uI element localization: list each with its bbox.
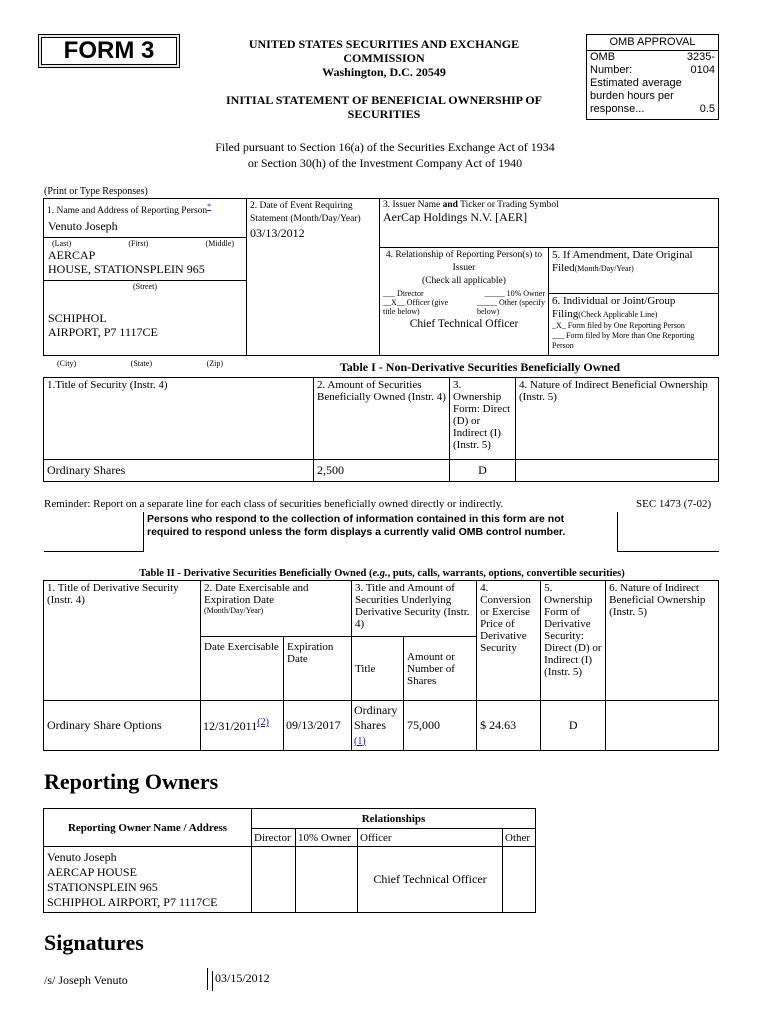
date-exercisable-footnote-link[interactable]: (2) — [257, 717, 269, 728]
reporting-owners-heading: Reporting Owners — [44, 769, 219, 794]
box6-label: 6. Individual or Joint/Group Filing — [552, 295, 676, 320]
city-label: (City) — [57, 359, 77, 368]
owner-ten-pct-cell — [296, 847, 358, 913]
underlying-footnote-link[interactable]: (1) — [354, 735, 366, 747]
city-line1: SCHIPHOL — [48, 311, 107, 326]
reporting-owners-table — [43, 808, 536, 913]
table1-header-title: 1.Title of Security (Instr. 4) — [44, 378, 314, 460]
owner-line2: AERCAP HOUSE — [47, 864, 137, 879]
table2-header-conversion: 4. Conversion or Exercise Price of Derivative Security — [477, 581, 541, 701]
security-form: D — [450, 460, 516, 482]
omb-number-label: OMB Number: — [590, 51, 633, 76]
table2-header-amount: Amount or Number of Shares — [404, 637, 477, 701]
sec-code: SEC 1473 (7-02) — [636, 498, 712, 510]
city-state-zip-labels — [43, 356, 247, 368]
box6-filing — [548, 293, 719, 356]
box5-sub: (Month/Day/Year) — [574, 264, 634, 273]
filed-line2: or Section 30(h) of the Investment Company Act of 1940 — [247, 156, 523, 170]
last-label: (Last) — [52, 239, 72, 249]
ten-pct-header: 10% Owner — [296, 829, 358, 847]
middle-label: (Middle) — [205, 239, 234, 249]
reminder-text: Reminder: Report on a separate line for each class of securities beneficially owned directly or indirectly. — [44, 498, 504, 510]
box4-check-note: (Check all applicable) — [422, 276, 506, 286]
director-option: ___ Director — [383, 289, 424, 298]
signature-date: 03/15/2012 — [212, 971, 270, 991]
table1-title: Table I - Non-Derivative Securities Beneficially Owned — [339, 360, 621, 374]
filing-option-one: _X_ Form filed by One Reporting Person — [552, 321, 685, 330]
omb-notice-right-box — [617, 512, 719, 552]
table2-header-dates — [201, 581, 352, 637]
table1-row — [44, 460, 719, 482]
table2-header-underlying: 3. Title and Amount of Securities Underlying Derivative Security (Instr. 4) — [352, 581, 477, 637]
reporting-person-name: Venuto Joseph — [48, 219, 118, 234]
security-amount: 2,500 — [314, 460, 450, 482]
omb-notice: Persons who respond to the collection of information contained in this form are not required to respond unless the form displays a currently valid OMB control number. — [147, 513, 566, 538]
first-label: (First) — [128, 239, 149, 249]
state-label: (State) — [130, 359, 152, 368]
box2-event-date — [246, 198, 380, 356]
owner-name-header: Reporting Owner Name / Address — [44, 809, 252, 847]
box3-label — [383, 200, 715, 210]
underlying-title-cell — [352, 701, 404, 751]
omb-title: OMB APPROVAL — [587, 35, 718, 51]
box2-label: 2. Date of Event Requiring Statement (Month/Day/Year) — [250, 201, 361, 224]
signature-blank-box — [160, 968, 208, 990]
relationships-header: Relationships — [252, 809, 536, 829]
table1-header-form: 3. Ownership Form: Direct (D) or Indirect (I) (Instr. 5) — [450, 378, 516, 460]
underlying-title: Ordinary Shares — [354, 702, 398, 732]
box3-issuer — [379, 198, 719, 248]
owner-line4: SCHIPHOL AIRPORT, P7 1117CE — [47, 894, 218, 909]
omb-burden-label: Estimated average burden hours per response... — [590, 77, 682, 115]
ten-pct-option: _____ 10% Owner — [484, 289, 545, 298]
other-header: Other — [503, 829, 536, 847]
table1-header-nature: 4. Nature of Indirect Beneficial Ownership (Instr. 5) — [516, 378, 719, 460]
box6-sub: (Check Applicable Line) — [578, 310, 658, 319]
derivative-title: Ordinary Share Options — [44, 701, 201, 751]
security-title: Ordinary Shares — [44, 460, 314, 482]
box5-label: 5. If Amendment, Date Original Filed — [552, 249, 693, 274]
box3-label-b: Ticker or Trading Symbol — [457, 200, 559, 210]
signatures-heading: Signatures — [44, 930, 144, 955]
officer-option: __X__ Officer (give title below) — [383, 298, 449, 316]
table2-title — [44, 568, 720, 579]
owner-line1: Venuto Joseph — [47, 849, 117, 864]
table2-title-b: , puts, calls, warrants, options, convertible securities) — [387, 568, 625, 579]
owner-line3: STATIONSPLEIN 965 — [47, 879, 158, 894]
box3-label-a: 3. Issuer Name — [383, 200, 443, 210]
table2-header-dates-label: 2. Date Exercisable and Expiration Date — [204, 582, 309, 606]
box3-label-and: and — [442, 200, 458, 210]
filed-pursuant — [100, 139, 670, 171]
box1-asterisk-link[interactable]: * — [207, 202, 212, 211]
expiration-date: 09/13/2017 — [284, 701, 352, 751]
security-nature — [516, 460, 719, 482]
director-header: Director — [252, 829, 296, 847]
table2-header-date-exercisable: Date Exercisable — [201, 637, 284, 701]
filing-option-more: ___ Form filed by More than One Reporting Person — [552, 331, 695, 350]
box5-amendment — [548, 247, 719, 294]
form-title: FORM 3 — [41, 37, 177, 65]
table2-title-a: Table II - Derivative Securities Beneficially Owned ( — [139, 568, 373, 579]
agency-location: Washington, D.C. 20549 — [322, 65, 446, 79]
table2-title-eg: e.g. — [372, 568, 388, 579]
table2-header-nature: 6. Nature of Indirect Beneficial Ownership (Instr. 5) — [606, 581, 719, 701]
issuer-name: AerCap Holdings N.V. [AER] — [383, 210, 528, 224]
box1-name-address — [43, 198, 247, 356]
date-exercisable: 12/31/2011 — [203, 719, 258, 733]
box4-label: 4. Relationship of Reporting Person(s) to Issuer — [385, 250, 543, 273]
street-line2: HOUSE, STATIONSPLEIN 965 — [48, 262, 205, 277]
city-line2: AIRPORT, P7 1117CE — [48, 325, 158, 340]
agency-line1: UNITED STATES SECURITIES AND EXCHANGE — [248, 37, 520, 51]
print-note: (Print or Type Responses) — [44, 186, 148, 197]
omb-number-value: 3235-0104 — [686, 51, 715, 76]
other-option: _____ Other (specify below) — [477, 298, 545, 316]
filed-line1: Filed pursuant to Section 16(a) of the Securities Exchange Act of 1934 — [215, 140, 555, 154]
underlying-amount: 75,000 — [404, 701, 477, 751]
agency-line2: COMMISSION — [343, 51, 425, 65]
table2-header-title: 1. Title of Derivative Security (Instr. 4) — [44, 581, 201, 701]
date-exercisable-cell — [201, 701, 284, 751]
street-label: (Street) — [44, 280, 246, 291]
derivative-ownership-form: D — [541, 701, 606, 751]
form-title-box — [38, 34, 180, 68]
street-line1: AERCAP — [48, 248, 96, 263]
signature-text: /s/ Joseph Venuto — [44, 973, 128, 987]
table2 — [43, 580, 719, 751]
owner-other-cell — [503, 847, 536, 913]
table2-header-ownership: 5. Ownership Form of Derivative Security: Direct (D) or Indirect (I) (Instr. 5) — [541, 581, 606, 701]
box4-relationship — [379, 247, 549, 356]
omb-approval-box — [586, 34, 719, 120]
table1 — [43, 377, 719, 482]
owner-officer-title: Chief Technical Officer — [358, 847, 503, 913]
conversion-price: $ 24.63 — [477, 701, 541, 751]
owner-name-address — [44, 847, 252, 913]
zip-label: (Zip) — [206, 359, 223, 368]
table2-row — [44, 701, 719, 751]
owner-row — [44, 847, 536, 913]
table1-header-amount: 2. Amount of Securities Beneficially Owned (Instr. 4) — [314, 378, 450, 460]
table2-header-dates-sub: (Month/Day/Year) — [204, 606, 264, 615]
agency-block — [200, 37, 568, 121]
owner-director-cell — [252, 847, 296, 913]
officer-title: Chief Technical Officer — [409, 318, 519, 330]
table2-header-expiration: Expiration Date — [284, 637, 352, 701]
statement-title: INITIAL STATEMENT OF BENEFICIAL OWNERSHIP OF SECURITIES — [226, 93, 542, 121]
event-date: 03/13/2012 — [250, 226, 305, 240]
table2-header-underlying-title: Title — [352, 637, 404, 701]
officer-header: Officer — [358, 829, 503, 847]
derivative-nature — [606, 701, 719, 751]
box1-label: 1. Name and Address of Reporting Person — [47, 206, 208, 217]
omb-burden-value: 0.5 — [699, 103, 715, 115]
omb-notice-left-box — [44, 512, 144, 552]
